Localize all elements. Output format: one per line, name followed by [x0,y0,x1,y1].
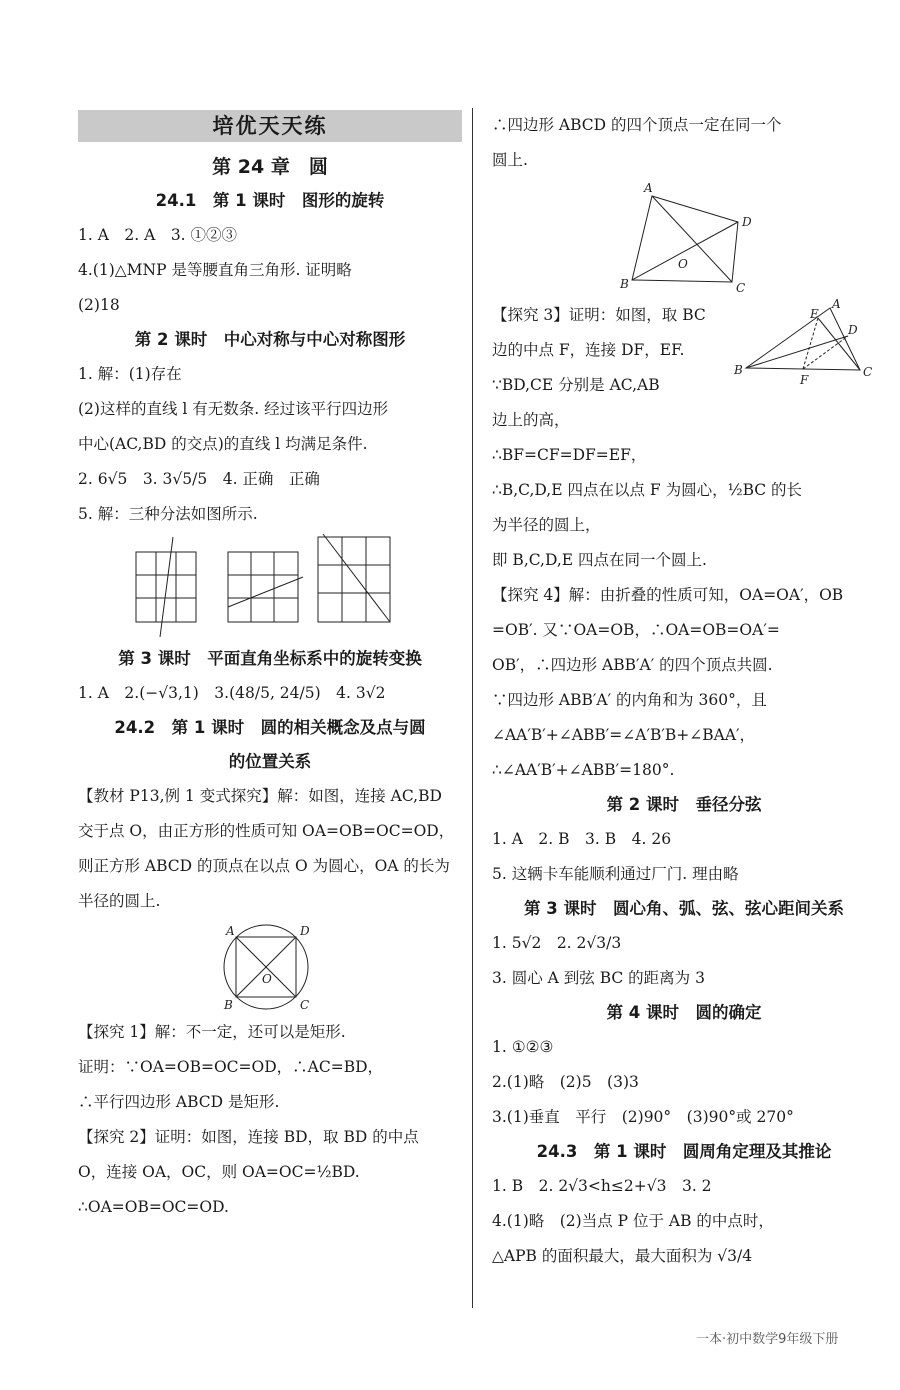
section-title: 24.2 第 1 课时 圆的相关概念及点与圆 [114,718,426,737]
section-title: 24.3 第 1 课时 圆周角定理及其推论 [536,1142,832,1161]
answer-line: 边的中点 F，连接 DF，EF. [492,341,685,359]
answer-line: 3.(1)垂直 平行 (2)90° (3)90°或 270° [492,1108,794,1126]
label-C: C [863,365,873,379]
label-F: F [800,373,809,387]
answer-line: 【探究 4】解：由折叠的性质可知，OA=OA′，OB [492,586,844,604]
section-title: 第 3 课时 圆心角、弧、弦、弦心距间关系 [524,899,844,918]
label-D: D [742,215,752,229]
label-B: B [620,277,629,291]
label-O: O [262,972,272,986]
label-D: D [848,323,858,337]
answer-line: 5. 这辆卡车能顺利通过厂门. 理由略 [492,865,739,883]
answer-line: ∴∠AA′B′+∠ABB′=180°. [492,761,675,779]
answer-line: △APB 的面积最大，最大面积为 √3/4 [492,1247,753,1265]
section-title: 24.1 第 1 课时 图形的旋转 [155,191,385,210]
label-A: A [832,298,841,311]
answer-line: =OB′. 又∵OA=OB，∴OA=OB=OA′= [492,621,780,639]
answer-line: 3. 圆心 A 到弦 BC 的距离为 3 [492,969,705,987]
answer-line: 4.(1)略 (2)当点 P 位于 AB 的中点时， [492,1212,774,1230]
right-column [492,108,876,1274]
label-E: E [810,307,819,321]
answer-line: 1. 5√2 2. 2√3/3 [492,934,622,952]
answer-line: 即 B,C,D,E 四点在同一个圆上. [492,551,707,569]
answer-line: ∠AA′B′+∠ABB′=∠A′B′B+∠BAA′， [492,726,756,744]
grid-division-figure [78,532,462,642]
section-title: 第 4 课时 圆的确定 [606,1003,762,1022]
answer-line: 4.(1)△MNP 是等腰直角三角形. 证明略 [78,261,352,279]
section-title: 第 2 课时 中心对称与中心对称图形 [134,330,406,349]
label-C: C [736,281,746,295]
answer-line: 5. 解：三种分法如图所示. [78,505,258,523]
answer-line: 证明：∵OA=OB=OC=OD，∴AC=BD， [78,1058,384,1076]
answer-line: ∵四边形 ABB′A′ 的内角和为 360°，且 [492,691,767,709]
answer-line: 2.(1)略 (2)5 (3)3 [492,1073,639,1091]
quadrilateral-figure [492,178,876,298]
answer-line: 【探究 1】解：不一定，还可以是矩形. [78,1023,346,1041]
answer-line: 【探究 3】证明：如图，取 BC [492,306,706,324]
label-B: B [224,998,233,1012]
answer-line: 圆上. [492,151,528,169]
column-divider [472,108,473,1308]
label-A: A [644,181,653,195]
answer-line: 【探究 2】证明：如图，连接 BD，取 BD 的中点 [78,1128,419,1146]
answer-line: O，连接 OA，OC，则 OA=OC=½BD. [78,1163,360,1181]
label-A: A [226,924,235,938]
answer-line: ∴四边形 ABCD 的四个顶点一定在同一个 [492,116,782,134]
section-title: 的位置关系 [228,752,312,771]
answer-line: 1. A 2. A 3. ①②③ [78,226,238,244]
section-title: 第 2 课时 垂径分弦 [606,795,762,814]
label-C: C [300,998,310,1012]
answer-line: OB′，∴四边形 ABB′A′ 的四个顶点共圆. [492,656,773,674]
answer-line: ∴OA=OB=OC=OD. [78,1198,229,1216]
answer-line: ∴平行四边形 ABCD 是矩形. [78,1093,280,1111]
triangle-altitudes-figure [730,298,876,398]
answer-line: (2)这样的直线 l 有无数条. 经过该平行四边形 [78,400,389,418]
answer-line: 边上的高， [492,411,570,429]
left-column [78,110,462,1225]
page-footer: 一本·初中数学9年级下册 [696,1332,839,1347]
answer-line: 中心(AC,BD 的交点)的直线 l 均满足条件. [78,435,368,453]
answer-line: ∴BF=CF=DF=EF， [492,446,647,464]
solution-paragraph: 【教材 P13,例 1 变式探究】解：如图，连接 AC,BD 交于点 O，由正方形的性质可知 OA=OB=OC=OD，则正方形 ABCD 的顶点在以点 O 为圆心，OA 的长为半径的圆上. [78,787,455,910]
label-O: O [678,257,688,271]
answer-line: 1. 解：(1)存在 [78,365,182,383]
section-title: 第 3 课时 平面直角坐标系中的旋转变换 [118,649,422,668]
answer-line: 1. B 2. 2√3<h≤2+√3 3. 2 [492,1177,712,1195]
answer-line: 2. 6√5 3. 3√5/5 4. 正确 正确 [78,470,320,488]
answer-line: 1. A 2.(−√3,1) 3.(48/5, 24/5) 4. 3√2 [78,684,386,702]
answer-line: ∴B,C,D,E 四点在以点 F 为圆心，½BC 的长 [492,481,803,499]
answer-line: ∵BD,CE 分别是 AC,AB [492,376,660,394]
label-B: B [734,363,743,377]
answer-line: 为半径的圆上， [492,516,601,534]
answer-line: (2)18 [78,296,120,314]
chapter-title: 第 24 章 圆 [212,156,328,178]
answer-line: 1. ①②③ [492,1038,554,1056]
label-D: D [300,924,310,938]
answer-line: 1. A 2. B 3. B 4. 26 [492,830,672,848]
banner: 培优天天练 [78,110,462,142]
square-in-circle-figure [78,919,462,1015]
